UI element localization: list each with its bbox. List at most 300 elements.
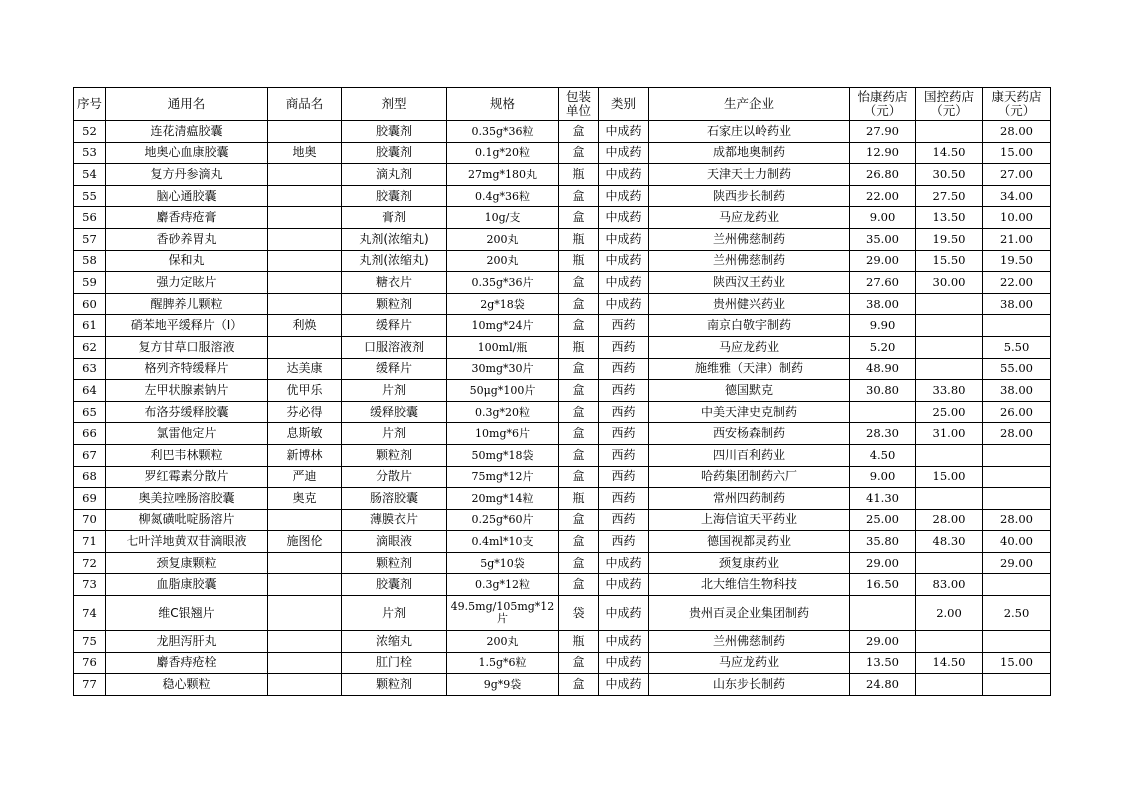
- cell-dosage-form: 片剂: [342, 596, 447, 631]
- cell-specification: 0.35g*36片: [447, 272, 559, 294]
- col-header-guokong-price: 国控药店（元）: [916, 88, 983, 121]
- cell-brand-name: 芬必得: [268, 401, 342, 423]
- cell-dosage-form: 滴丸剂: [342, 164, 447, 186]
- cell-package-unit: 盒: [559, 121, 599, 143]
- cell-generic-name: 醒脾养儿颗粒: [106, 293, 268, 315]
- table-row: [74, 164, 1051, 186]
- cell-manufacturer: 四川百利药业: [649, 444, 850, 466]
- cell-yikang-price: 9.00: [850, 466, 916, 488]
- cell-manufacturer: 贵州健兴药业: [649, 293, 850, 315]
- cell-brand-name: [268, 272, 342, 294]
- cell-yikang-price: 38.00: [850, 293, 916, 315]
- cell-generic-name: 脑心通胶囊: [106, 185, 268, 207]
- cell-package-unit: 盒: [559, 293, 599, 315]
- cell-package-unit: 瓶: [559, 488, 599, 510]
- cell-manufacturer: 南京白敬宇制药: [649, 315, 850, 337]
- cell-manufacturer: 哈药集团制药六厂: [649, 466, 850, 488]
- cell-manufacturer: 德国视都灵药业: [649, 531, 850, 553]
- cell-yikang-price: 13.50: [850, 652, 916, 674]
- cell-guokong-price: 48.30: [916, 531, 983, 553]
- cell-kangtian-price: 34.00: [983, 185, 1051, 207]
- cell-yikang-price: [850, 596, 916, 631]
- cell-specification: 200丸: [447, 250, 559, 272]
- table-row: [74, 358, 1051, 380]
- cell-index: 61: [74, 315, 106, 337]
- cell-dosage-form: 胶囊剂: [342, 185, 447, 207]
- cell-category: 西药: [599, 336, 649, 358]
- cell-dosage-form: 口服溶液剂: [342, 336, 447, 358]
- cell-generic-name: 硝苯地平缓释片（Ⅰ）: [106, 315, 268, 337]
- cell-specification: 100ml/瓶: [447, 336, 559, 358]
- table-row: [74, 185, 1051, 207]
- cell-dosage-form: 缓释胶囊: [342, 401, 447, 423]
- table-row: [74, 380, 1051, 402]
- table-row: [74, 652, 1051, 674]
- cell-yikang-price: 4.50: [850, 444, 916, 466]
- cell-category: 西药: [599, 466, 649, 488]
- cell-category: 中成药: [599, 631, 649, 653]
- cell-specification: 49.5mg/105mg*12片: [447, 596, 559, 631]
- cell-kangtian-price: [983, 674, 1051, 696]
- cell-guokong-price: 15.50: [916, 250, 983, 272]
- cell-package-unit: 盒: [559, 185, 599, 207]
- cell-package-unit: 盒: [559, 401, 599, 423]
- cell-generic-name: 麝香痔疮栓: [106, 652, 268, 674]
- cell-category: 中成药: [599, 250, 649, 272]
- cell-generic-name: 氯雷他定片: [106, 423, 268, 445]
- cell-kangtian-price: 28.00: [983, 121, 1051, 143]
- cell-manufacturer: 北大维信生物科技: [649, 574, 850, 596]
- cell-specification: 200丸: [447, 228, 559, 250]
- table-row: [74, 272, 1051, 294]
- cell-guokong-price: 33.80: [916, 380, 983, 402]
- cell-guokong-price: [916, 444, 983, 466]
- cell-package-unit: 瓶: [559, 164, 599, 186]
- cell-kangtian-price: 28.00: [983, 423, 1051, 445]
- cell-dosage-form: 肛门栓: [342, 652, 447, 674]
- cell-yikang-price: 16.50: [850, 574, 916, 596]
- cell-specification: 2g*18袋: [447, 293, 559, 315]
- cell-brand-name: [268, 574, 342, 596]
- cell-index: 77: [74, 674, 106, 696]
- table-row: [74, 444, 1051, 466]
- cell-category: 中成药: [599, 228, 649, 250]
- cell-specification: 200丸: [447, 631, 559, 653]
- cell-guokong-price: [916, 674, 983, 696]
- cell-manufacturer: 石家庄以岭药业: [649, 121, 850, 143]
- cell-kangtian-price: [983, 574, 1051, 596]
- cell-index: 72: [74, 552, 106, 574]
- cell-package-unit: 盒: [559, 531, 599, 553]
- cell-manufacturer: 兰州佛慈制药: [649, 228, 850, 250]
- cell-manufacturer: 上海信谊天平药业: [649, 509, 850, 531]
- table-row: [74, 207, 1051, 229]
- cell-package-unit: 盒: [559, 674, 599, 696]
- cell-package-unit: 盒: [559, 272, 599, 294]
- cell-manufacturer: 陕西步长制药: [649, 185, 850, 207]
- cell-package-unit: 盒: [559, 142, 599, 164]
- col-header-generic-name: 通用名: [106, 88, 268, 121]
- cell-index: 71: [74, 531, 106, 553]
- cell-kangtian-price: 10.00: [983, 207, 1051, 229]
- cell-yikang-price: 29.00: [850, 552, 916, 574]
- cell-yikang-price: 24.80: [850, 674, 916, 696]
- cell-kangtian-price: [983, 444, 1051, 466]
- cell-index: 68: [74, 466, 106, 488]
- cell-kangtian-price: 28.00: [983, 509, 1051, 531]
- cell-manufacturer: 山东步长制药: [649, 674, 850, 696]
- cell-category: 中成药: [599, 293, 649, 315]
- cell-brand-name: [268, 652, 342, 674]
- table-row: [74, 574, 1051, 596]
- cell-guokong-price: [916, 293, 983, 315]
- cell-category: 西药: [599, 315, 649, 337]
- cell-generic-name: 格列齐特缓释片: [106, 358, 268, 380]
- cell-generic-name: 麝香痔疮膏: [106, 207, 268, 229]
- col-header-specification: 规格: [447, 88, 559, 121]
- cell-index: 69: [74, 488, 106, 510]
- cell-manufacturer: 颈复康药业: [649, 552, 850, 574]
- cell-specification: 0.25g*60片: [447, 509, 559, 531]
- cell-yikang-price: 12.90: [850, 142, 916, 164]
- cell-category: 中成药: [599, 121, 649, 143]
- cell-yikang-price: 27.90: [850, 121, 916, 143]
- cell-generic-name: 连花清瘟胶囊: [106, 121, 268, 143]
- cell-category: 中成药: [599, 674, 649, 696]
- cell-generic-name: 七叶洋地黄双苷滴眼液: [106, 531, 268, 553]
- cell-kangtian-price: 38.00: [983, 293, 1051, 315]
- cell-category: 西药: [599, 531, 649, 553]
- cell-package-unit: 盒: [559, 207, 599, 229]
- cell-category: 西药: [599, 444, 649, 466]
- cell-generic-name: 左甲状腺素钠片: [106, 380, 268, 402]
- cell-brand-name: 息斯敏: [268, 423, 342, 445]
- cell-brand-name: 优甲乐: [268, 380, 342, 402]
- cell-specification: 50mg*18袋: [447, 444, 559, 466]
- cell-yikang-price: 30.80: [850, 380, 916, 402]
- drug-price-table: [73, 87, 1051, 696]
- cell-generic-name: 血脂康胶囊: [106, 574, 268, 596]
- cell-guokong-price: [916, 488, 983, 510]
- cell-generic-name: 奥美拉唑肠溶胶囊: [106, 488, 268, 510]
- cell-brand-name: [268, 207, 342, 229]
- cell-index: 73: [74, 574, 106, 596]
- cell-manufacturer: 贵州百灵企业集团制药: [649, 596, 850, 631]
- cell-brand-name: 地奥: [268, 142, 342, 164]
- cell-package-unit: 瓶: [559, 250, 599, 272]
- cell-specification: 1.5g*6粒: [447, 652, 559, 674]
- cell-category: 西药: [599, 423, 649, 445]
- cell-guokong-price: [916, 336, 983, 358]
- price-comparison-sheet: [73, 87, 1051, 696]
- cell-package-unit: 盒: [559, 315, 599, 337]
- cell-index: 76: [74, 652, 106, 674]
- cell-dosage-form: 胶囊剂: [342, 121, 447, 143]
- cell-kangtian-price: [983, 488, 1051, 510]
- cell-guokong-price: 2.00: [916, 596, 983, 631]
- cell-index: 70: [74, 509, 106, 531]
- cell-kangtian-price: 21.00: [983, 228, 1051, 250]
- cell-yikang-price: 22.00: [850, 185, 916, 207]
- cell-guokong-price: 25.00: [916, 401, 983, 423]
- col-header-kangtian-price: 康天药店（元）: [983, 88, 1051, 121]
- cell-specification: 27mg*180丸: [447, 164, 559, 186]
- cell-package-unit: 盒: [559, 444, 599, 466]
- col-header-package-unit: 包装单位: [559, 88, 599, 121]
- cell-guokong-price: 30.00: [916, 272, 983, 294]
- cell-guokong-price: [916, 358, 983, 380]
- cell-manufacturer: 兰州佛慈制药: [649, 250, 850, 272]
- cell-category: 中成药: [599, 652, 649, 674]
- cell-package-unit: 盒: [559, 423, 599, 445]
- cell-package-unit: 盒: [559, 509, 599, 531]
- cell-yikang-price: 9.90: [850, 315, 916, 337]
- cell-index: 60: [74, 293, 106, 315]
- cell-dosage-form: 颗粒剂: [342, 552, 447, 574]
- cell-generic-name: 龙胆泻肝丸: [106, 631, 268, 653]
- table-row: [74, 336, 1051, 358]
- cell-dosage-form: 糖衣片: [342, 272, 447, 294]
- cell-dosage-form: 缓释片: [342, 358, 447, 380]
- table-row: [74, 466, 1051, 488]
- cell-kangtian-price: 2.50: [983, 596, 1051, 631]
- cell-brand-name: 施图伦: [268, 531, 342, 553]
- cell-package-unit: 盒: [559, 380, 599, 402]
- col-header-brand-name: 商品名: [268, 88, 342, 121]
- cell-generic-name: 罗红霉素分散片: [106, 466, 268, 488]
- cell-index: 57: [74, 228, 106, 250]
- cell-specification: 0.35g*36粒: [447, 121, 559, 143]
- cell-brand-name: [268, 164, 342, 186]
- cell-manufacturer: 兰州佛慈制药: [649, 631, 850, 653]
- cell-generic-name: 布洛芬缓释胶囊: [106, 401, 268, 423]
- cell-kangtian-price: 15.00: [983, 652, 1051, 674]
- cell-package-unit: 瓶: [559, 336, 599, 358]
- cell-guokong-price: 13.50: [916, 207, 983, 229]
- cell-package-unit: 盒: [559, 652, 599, 674]
- table-row: [74, 293, 1051, 315]
- cell-kangtian-price: [983, 466, 1051, 488]
- cell-category: 中成药: [599, 164, 649, 186]
- cell-kangtian-price: 26.00: [983, 401, 1051, 423]
- cell-specification: 50μg*100片: [447, 380, 559, 402]
- cell-guokong-price: [916, 631, 983, 653]
- cell-manufacturer: 陕西汉王药业: [649, 272, 850, 294]
- cell-yikang-price: 5.20: [850, 336, 916, 358]
- cell-kangtian-price: [983, 631, 1051, 653]
- cell-manufacturer: 马应龙药业: [649, 207, 850, 229]
- cell-generic-name: 地奥心血康胶囊: [106, 142, 268, 164]
- cell-kangtian-price: 19.50: [983, 250, 1051, 272]
- cell-yikang-price: [850, 401, 916, 423]
- cell-brand-name: [268, 121, 342, 143]
- cell-dosage-form: 浓缩丸: [342, 631, 447, 653]
- cell-kangtian-price: 40.00: [983, 531, 1051, 553]
- cell-generic-name: 颈复康颗粒: [106, 552, 268, 574]
- cell-index: 62: [74, 336, 106, 358]
- cell-dosage-form: 胶囊剂: [342, 574, 447, 596]
- cell-yikang-price: 35.80: [850, 531, 916, 553]
- cell-kangtian-price: 22.00: [983, 272, 1051, 294]
- cell-kangtian-price: 55.00: [983, 358, 1051, 380]
- cell-index: 59: [74, 272, 106, 294]
- cell-category: 西药: [599, 488, 649, 510]
- cell-kangtian-price: 38.00: [983, 380, 1051, 402]
- cell-specification: 10mg*6片: [447, 423, 559, 445]
- cell-specification: 9g*9袋: [447, 674, 559, 696]
- cell-dosage-form: 膏剂: [342, 207, 447, 229]
- table-header: [74, 88, 1051, 121]
- cell-generic-name: 复方甘草口服溶液: [106, 336, 268, 358]
- cell-index: 67: [74, 444, 106, 466]
- cell-category: 西药: [599, 380, 649, 402]
- cell-brand-name: [268, 674, 342, 696]
- cell-brand-name: [268, 509, 342, 531]
- cell-generic-name: 稳心颗粒: [106, 674, 268, 696]
- table-row: [74, 509, 1051, 531]
- cell-generic-name: 强力定眩片: [106, 272, 268, 294]
- cell-index: 53: [74, 142, 106, 164]
- cell-package-unit: 瓶: [559, 228, 599, 250]
- cell-package-unit: 盒: [559, 574, 599, 596]
- cell-brand-name: 严迪: [268, 466, 342, 488]
- cell-guokong-price: 28.00: [916, 509, 983, 531]
- cell-kangtian-price: 29.00: [983, 552, 1051, 574]
- cell-dosage-form: 缓释片: [342, 315, 447, 337]
- cell-generic-name: 保和丸: [106, 250, 268, 272]
- cell-index: 58: [74, 250, 106, 272]
- table-row: [74, 488, 1051, 510]
- cell-generic-name: 复方丹参滴丸: [106, 164, 268, 186]
- col-header-index: 序号: [74, 88, 106, 121]
- cell-guokong-price: 30.50: [916, 164, 983, 186]
- cell-brand-name: [268, 185, 342, 207]
- cell-manufacturer: 中美天津史克制药: [649, 401, 850, 423]
- cell-brand-name: [268, 228, 342, 250]
- cell-brand-name: [268, 596, 342, 631]
- cell-category: 中成药: [599, 574, 649, 596]
- cell-specification: 0.3g*12粒: [447, 574, 559, 596]
- cell-brand-name: [268, 552, 342, 574]
- cell-dosage-form: 颗粒剂: [342, 674, 447, 696]
- cell-kangtian-price: 15.00: [983, 142, 1051, 164]
- cell-specification: 5g*10袋: [447, 552, 559, 574]
- cell-dosage-form: 薄膜衣片: [342, 509, 447, 531]
- table-row: [74, 674, 1051, 696]
- cell-brand-name: [268, 250, 342, 272]
- cell-category: 西药: [599, 358, 649, 380]
- cell-category: 西药: [599, 509, 649, 531]
- cell-generic-name: 维C银翘片: [106, 596, 268, 631]
- cell-guokong-price: 14.50: [916, 142, 983, 164]
- cell-yikang-price: 25.00: [850, 509, 916, 531]
- cell-dosage-form: 片剂: [342, 423, 447, 445]
- cell-dosage-form: 分散片: [342, 466, 447, 488]
- table-row: [74, 250, 1051, 272]
- cell-index: 63: [74, 358, 106, 380]
- table-row: [74, 121, 1051, 143]
- cell-package-unit: 盒: [559, 358, 599, 380]
- cell-package-unit: 瓶: [559, 631, 599, 653]
- cell-yikang-price: 9.00: [850, 207, 916, 229]
- cell-generic-name: 柳氮磺吡啶肠溶片: [106, 509, 268, 531]
- cell-package-unit: 袋: [559, 596, 599, 631]
- cell-dosage-form: 肠溶胶囊: [342, 488, 447, 510]
- cell-manufacturer: 常州四药制药: [649, 488, 850, 510]
- cell-dosage-form: 丸剂(浓缩丸): [342, 228, 447, 250]
- cell-index: 56: [74, 207, 106, 229]
- cell-yikang-price: 26.80: [850, 164, 916, 186]
- cell-kangtian-price: 27.00: [983, 164, 1051, 186]
- cell-brand-name: 奥克: [268, 488, 342, 510]
- table-row: [74, 142, 1051, 164]
- col-header-dosage-form: 剂型: [342, 88, 447, 121]
- cell-category: 中成药: [599, 552, 649, 574]
- cell-dosage-form: 片剂: [342, 380, 447, 402]
- cell-guokong-price: 27.50: [916, 185, 983, 207]
- cell-index: 64: [74, 380, 106, 402]
- cell-guokong-price: 83.00: [916, 574, 983, 596]
- cell-manufacturer: 马应龙药业: [649, 336, 850, 358]
- cell-brand-name: [268, 631, 342, 653]
- header-row: [74, 88, 1051, 121]
- cell-generic-name: 香砂养胃丸: [106, 228, 268, 250]
- cell-manufacturer: 施维雅（天津）制药: [649, 358, 850, 380]
- cell-yikang-price: 48.90: [850, 358, 916, 380]
- table-row: [74, 531, 1051, 553]
- cell-specification: 20mg*14粒: [447, 488, 559, 510]
- cell-yikang-price: 29.00: [850, 250, 916, 272]
- cell-guokong-price: [916, 315, 983, 337]
- cell-package-unit: 盒: [559, 466, 599, 488]
- cell-manufacturer: 西安杨森制药: [649, 423, 850, 445]
- cell-specification: 0.3g*20粒: [447, 401, 559, 423]
- col-header-category: 类别: [599, 88, 649, 121]
- cell-specification: 0.1g*20粒: [447, 142, 559, 164]
- cell-package-unit: 盒: [559, 552, 599, 574]
- cell-manufacturer: 马应龙药业: [649, 652, 850, 674]
- cell-manufacturer: 德国默克: [649, 380, 850, 402]
- cell-guokong-price: 19.50: [916, 228, 983, 250]
- cell-index: 52: [74, 121, 106, 143]
- cell-specification: 10mg*24片: [447, 315, 559, 337]
- cell-yikang-price: 27.60: [850, 272, 916, 294]
- cell-dosage-form: 丸剂(浓缩丸): [342, 250, 447, 272]
- cell-generic-name: 利巴韦林颗粒: [106, 444, 268, 466]
- table-row: [74, 315, 1051, 337]
- cell-brand-name: [268, 293, 342, 315]
- cell-yikang-price: 28.30: [850, 423, 916, 445]
- cell-category: 中成药: [599, 142, 649, 164]
- cell-brand-name: [268, 336, 342, 358]
- col-header-manufacturer: 生产企业: [649, 88, 850, 121]
- cell-guokong-price: [916, 552, 983, 574]
- table-row: [74, 596, 1051, 631]
- cell-index: 65: [74, 401, 106, 423]
- cell-dosage-form: 颗粒剂: [342, 293, 447, 315]
- cell-category: 中成药: [599, 207, 649, 229]
- cell-specification: 30mg*30片: [447, 358, 559, 380]
- cell-dosage-form: 胶囊剂: [342, 142, 447, 164]
- cell-dosage-form: 颗粒剂: [342, 444, 447, 466]
- table-body: [74, 121, 1051, 696]
- cell-specification: 0.4ml*10支: [447, 531, 559, 553]
- cell-index: 55: [74, 185, 106, 207]
- cell-dosage-form: 滴眼液: [342, 531, 447, 553]
- cell-specification: 75mg*12片: [447, 466, 559, 488]
- cell-kangtian-price: 5.50: [983, 336, 1051, 358]
- cell-index: 54: [74, 164, 106, 186]
